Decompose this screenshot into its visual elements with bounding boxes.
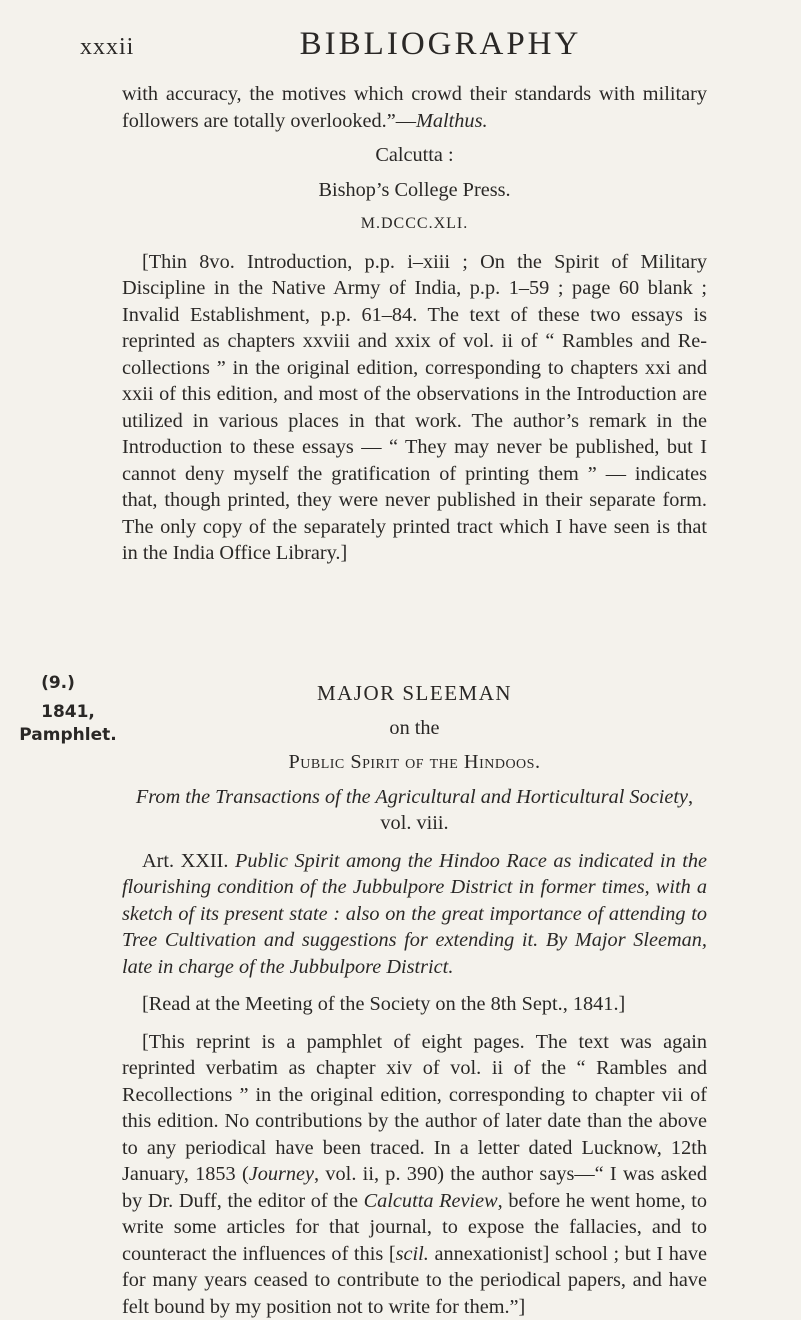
page-number: xxxii (80, 34, 134, 61)
entry-number: (9.) (0, 672, 118, 695)
reprint-note: [This reprint is a pamphlet of eight pages. The text was again reprinted verbatim as chapter xiv of vol. ii of the “ Rambles and Recollections ” in the original edition, corresponding to chapter vii of this edition. No contributions by the author of later date than the above to any periodical have been traced. In a letter dated Lucknow, 12th January, 1853 (Journey, vol. ii, p. 390) the author says—“ I was asked by Dr. Duff, the editor of the Calcutta Review, before he went home, to write some articles for that journal, to expose the fallacies, and to counteract the influences of this [scil. annexationist] school ; but I have for many years ceased to contribute to the periodical papers, and have felt bound by my position not to write for them.”] (122, 1029, 707, 1320)
imprint-publisher: Bishop’s College Press. (122, 177, 707, 204)
page-header (0, 22, 801, 72)
imprint-date: M.DCCC.XLI. (122, 211, 707, 238)
entry-on-the: on the (122, 715, 707, 742)
quote-author: Malthus. (416, 110, 488, 132)
entry-year: 1841, (18, 701, 118, 724)
quote-continuation: with accuracy, the motives which crowd their standards with military followers are totally overlooked.”—Malthus. (122, 81, 707, 134)
entry-8-continued (122, 81, 707, 567)
margin-note (18, 672, 118, 747)
article-heading: Art. XXII. Public Spirit among the Hindoo Race as indicated in the flourishing condition of the Jubbulpore District in former times, with a sketch of its present state : also on the great importance of attending to Tree Cultivation and suggestions for extending it. By Major Sleeman, late in charge of the Jubbulpore District. (122, 848, 707, 981)
entry-9 (122, 680, 707, 1320)
entry-subject: Public Spirit of the Hindoos. (122, 749, 707, 776)
imprint-place: Calcutta : (122, 142, 707, 169)
entry-source: From the Transactions of the Agricultural and Horticultural Society, vol. viii. (122, 784, 707, 837)
bibliographic-note: [Thin 8vo. Introduction, p.p. i–xiii ; On the Spirit of Military Discipline in the Native Army of India, p.p. 1–59 ; page 60 blank ; Invalid Establishment, p.p. 61–84. The text of these two essays is reprinted as chapters xxviii and xxix of vol. ii of “ Rambles and Recollections ” in the original edition, corresponding to chapters xxi and xxii of this edition, and most of the observations in the Introduction are utilized in various places in that work. The author’s remark in the Introduction to these essays — “ They may never be published, but I cannot deny myself the gratification of printing them ” — indicates that, though printed, they were never published in their separate form. The only copy of the separately printed tract which I have seen is that in the India Office Library.] (122, 249, 707, 567)
running-head: BIBLIOGRAPHY (0, 26, 801, 63)
entry-kind: Pamphlet. (18, 724, 118, 747)
read-note: [Read at the Meeting of the Society on the 8th Sept., 1841.] (122, 991, 707, 1018)
entry-title: MAJOR SLEEMAN (122, 680, 707, 707)
